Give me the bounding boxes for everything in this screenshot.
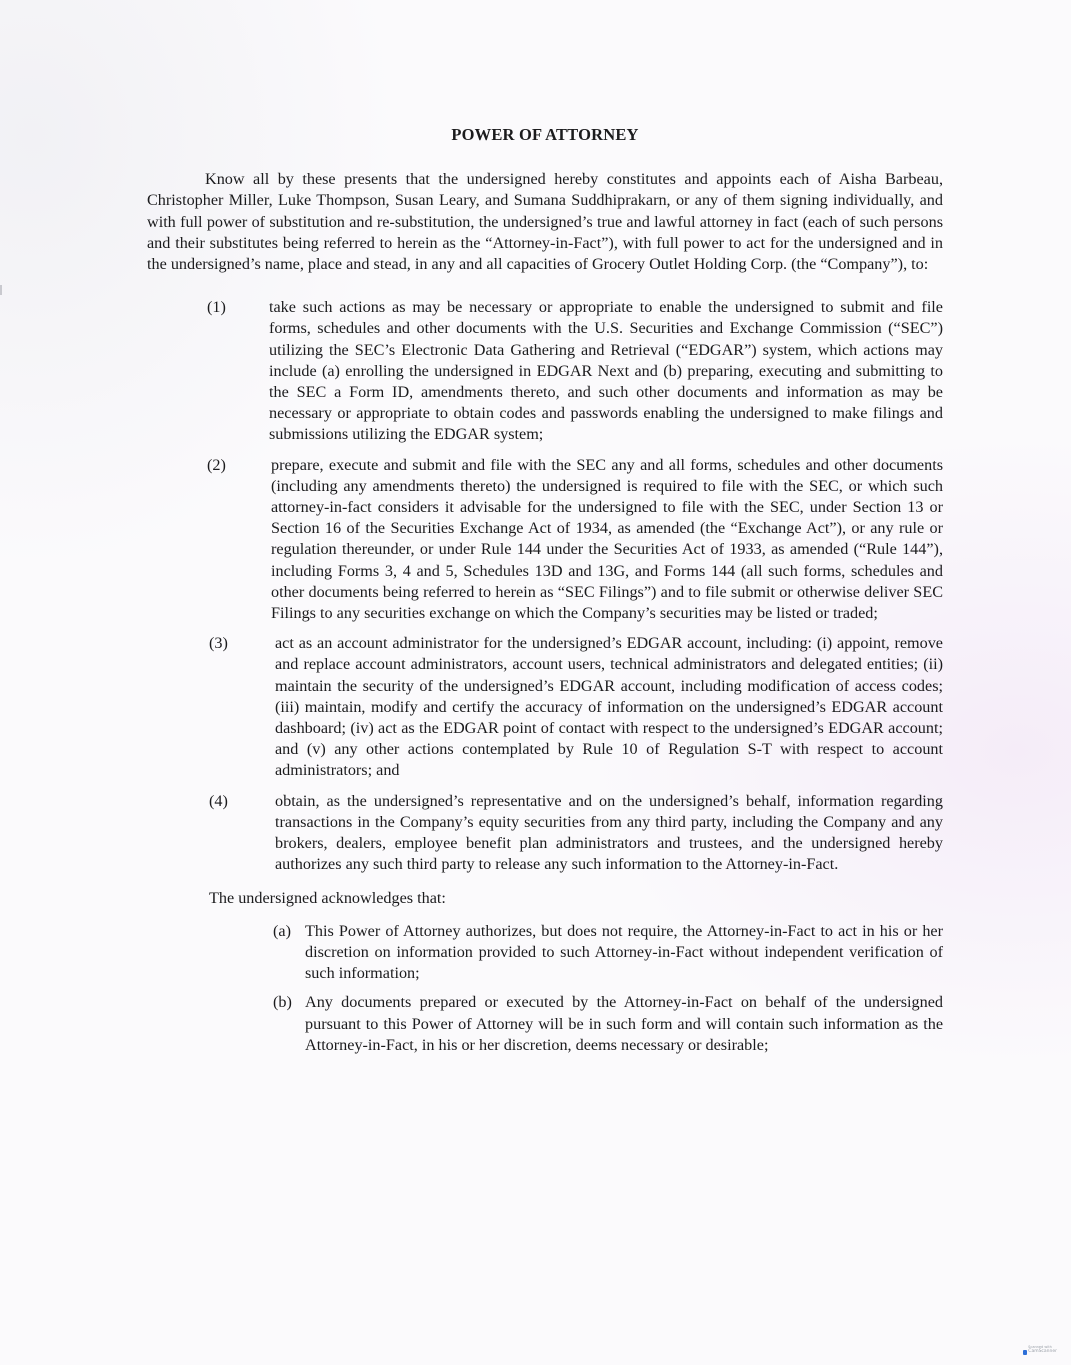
scan-edge-mark	[0, 285, 2, 295]
list-item	[147, 791, 943, 876]
document-title: POWER OF ATTORNEY	[451, 125, 639, 144]
list-item-number: (2)	[207, 455, 226, 474]
list-item	[147, 455, 943, 625]
list-item-number: (1)	[207, 298, 226, 317]
scanner-watermark	[1023, 1345, 1057, 1355]
document-body	[147, 124, 943, 1064]
intro-paragraph: Know all by these presents that the undersigned hereby constitutes and appoints each of Aisha Barbeau, Christopher Miller, Luke Thompson, Susan Leary, and Sumana Suddhiprakarn, or any of them signing individually, and with full power of substitution and re-substitution, the undersigned’s true and lawful attorney in fact (each of such persons and their substitutes being referred to herein as the “Attorney-in-Fact”), with full power to act for the undersigned and in the undersigned’s name, place and stead, in any and all capacities of Grocery Outlet Holding Corp. (the “Company”), to:	[147, 170, 943, 274]
list-item-number: (4)	[209, 791, 228, 810]
scanner-watermark-brand-name: CamScanner	[1028, 1349, 1057, 1354]
acknowledgement-item	[273, 921, 943, 985]
list-item-text: act as an account administrator for the undersigned’s EDGAR account, including: (i) appoint, remove and replace account administrators, account users, technical administrators and delegated entities; (ii) maintain the security of the undersigned’s EDGAR account, including modification of access codes; (iii) maintain, modify and certify the accuracy of information on the undersigned’s EDGAR account dashboard; (iv) act as the EDGAR point of contact with respect to the undersigned’s EDGAR account; and (v) any other actions contemplated by Rule 10 of Regulation S-T with respect to account administrators; and	[275, 634, 943, 780]
list-item-text: prepare, execute and submit and file with the SEC any and all forms, schedules and other documents (including any amendments thereto) the undersigned is required to file with the SEC, or which such attorney-in-fact considers it advisable for the undersigned to file with the SEC, under Section 13 or Section 16 of the Securities Exchange Act of 1934, as amended (the “Exchange Act”), or any rule or regulation thereunder, or under Rule 144 under the Securities Act of 1933, as amended (“Rule 144”), including Forms 3, 4 and 5, Schedules 13D and 13G, and Forms 144 (all such forms, schedules and other documents being referred to herein as “SEC Filings”) and to file submit or otherwise deliver SEC Filings to any securities exchange on which the Company’s securities may be listed or traded;	[271, 455, 943, 623]
list-item	[147, 297, 943, 445]
acknowledgement-label: (a)	[273, 921, 291, 940]
list-item-text: obtain, as the undersigned’s representative and on the undersigned’s behalf, information regarding transactions in the Company’s equity securities from any third party, including the Company and any brokers, dealers, employee benefit plan administrators and trustees, and the undersigned hereby authorizes any such third party to release any such information to the Attorney-in-Fact.	[275, 791, 943, 874]
acknowledgement-text: Any documents prepared or executed by the Attorney-in-Fact on behalf of the undersigned pursuant to this Power of Attorney will be in such form and will contain such information as the Attorney-in-Fact, in his or her discretion, deems necessary or desirable;	[305, 993, 943, 1054]
scanner-watermark-caption: Scanned with	[1028, 1345, 1052, 1349]
list-item-number: (3)	[209, 634, 228, 653]
list-item-text: take such actions as may be necessary or appropriate to enable the undersigned to submit and file forms, schedules and other documents with the U.S. Securities and Exchange Commission (“SEC”) utilizing the SEC’s Electronic Data Gathering and Retrieval (“EDGAR”) system, which actions may include (a) enrolling the undersigned in EDGAR Next and (b) preparing, executing and submitting to the SEC a Form ID, amendments thereto, and such other documents and information as may be necessary or appropriate to obtain codes and passwords enabling the undersigned to make filings and submissions utilizing the EDGAR system;	[269, 298, 943, 444]
scanner-watermark-brand	[1023, 1349, 1057, 1355]
list-item	[147, 633, 943, 781]
acknowledgement-label: (b)	[273, 993, 292, 1012]
acknowledgement-lead: The undersigned acknowledges that:	[209, 888, 446, 907]
camscanner-icon	[1023, 1350, 1027, 1355]
acknowledgement-item	[273, 992, 943, 1056]
acknowledgement-text: This Power of Attorney authorizes, but does not require, the Attorney-in-Fact to act in his or her discretion on information provided to such Attorney-in-Fact without independent verification of such information;	[305, 921, 943, 983]
